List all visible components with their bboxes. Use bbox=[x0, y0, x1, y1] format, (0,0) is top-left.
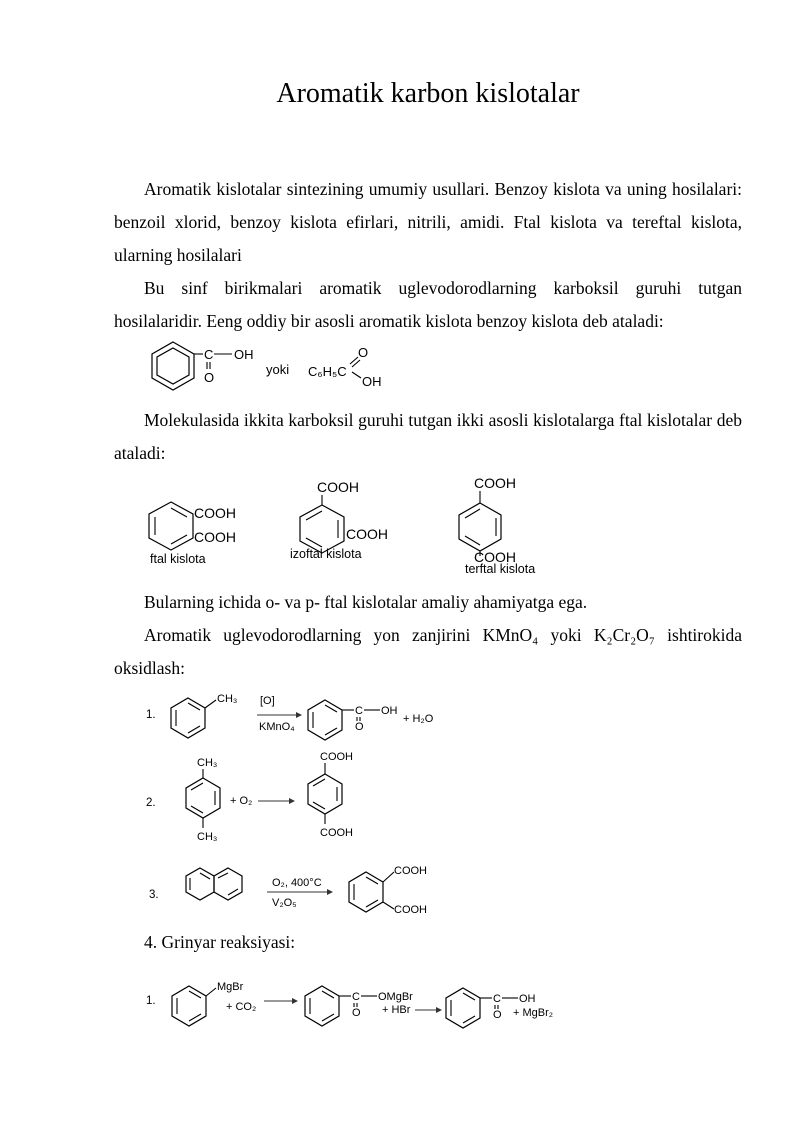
benzoic-acid-structure bbox=[0, 338, 800, 394]
svg-text:+ HBr: + HBr bbox=[382, 1004, 411, 1016]
reaction-2 bbox=[0, 750, 800, 845]
reaction-1 bbox=[0, 688, 800, 738]
svg-text:O: O bbox=[493, 1009, 502, 1021]
svg-text:1.: 1. bbox=[146, 995, 156, 1007]
svg-text:COOH: COOH bbox=[394, 865, 427, 877]
svg-text:CH₃: CH₃ bbox=[197, 831, 218, 843]
svg-text:C: C bbox=[355, 705, 363, 717]
svg-text:+ MgBr₂: + MgBr₂ bbox=[513, 1007, 554, 1019]
svg-text:KMnO₄: KMnO₄ bbox=[259, 721, 295, 733]
paragraph-grignard: 4. Grinyar reaksiyasi: bbox=[144, 932, 296, 952]
oxygen-label: O bbox=[204, 370, 215, 385]
page-title: Aromatik karbon kislotalar bbox=[276, 78, 580, 109]
svg-text:2.: 2. bbox=[146, 797, 156, 809]
svg-text:MgBr: MgBr bbox=[217, 981, 244, 993]
svg-text:COOH: COOH bbox=[394, 904, 427, 916]
reaction-3 bbox=[0, 858, 800, 918]
benzene-ring bbox=[152, 342, 194, 390]
paragraph-oxidation: Aromatik uglevodorodlarning yon zanjirini KMnO₄ yoki K₂Cr₂O₇ ishtirokida oksidlash: bbox=[114, 625, 742, 678]
svg-text:COOH: COOH bbox=[320, 751, 353, 763]
svg-text:C: C bbox=[352, 991, 360, 1003]
paragraph-intro: Aromatik kislotalar sintezining umumiy usullari. Benzoy kislota va uning hosilalari: benzoil xlorid, benzoy kislota efirlari, nitrili, amidi. Ftal kislota va tereftal kislota, ularning hosilalari bbox=[114, 179, 742, 265]
svg-text:COOH: COOH bbox=[474, 475, 516, 491]
svg-text:O₂, 400°C: O₂, 400°C bbox=[272, 877, 322, 889]
svg-text:COOH: COOH bbox=[474, 549, 516, 565]
svg-text:CH₃: CH₃ bbox=[197, 757, 218, 769]
svg-text:CH₃: CH₃ bbox=[217, 693, 238, 705]
svg-text:OH: OH bbox=[519, 993, 536, 1005]
svg-text:+ O₂: + O₂ bbox=[230, 795, 253, 807]
svg-text:O: O bbox=[352, 1007, 361, 1019]
svg-text:C: C bbox=[493, 993, 501, 1005]
yoki-label: yoki bbox=[266, 362, 290, 377]
svg-text:COOH: COOH bbox=[346, 526, 388, 542]
svg-text:COOH: COOH bbox=[317, 479, 359, 495]
paragraph-importance: Bularning ichida o- va p- ftal kislotalar amaliy ahamiyatga ega. bbox=[144, 592, 588, 612]
svg-text:[O]: [O] bbox=[260, 695, 275, 707]
paragraph-definition: Bu sinf birikmalari aromatik uglevodorodlarning karboksil guruhi tutgan hosilalaridir. Eeng oddiy bir asosli aromatik kislota benzoy kislota deb ataladi: bbox=[114, 278, 742, 331]
svg-text:+ CO₂: + CO₂ bbox=[226, 1001, 257, 1013]
paragraph-phthalic: Molekulasida ikkita karboksil guruhi tutgan ikki asosli kislotalarga ftal kislotalar deb ataladi: bbox=[114, 410, 742, 463]
izoftal-label: izoftal kislota bbox=[290, 547, 362, 561]
oxygen-label-2: O bbox=[358, 345, 369, 360]
svg-text:OH: OH bbox=[381, 705, 398, 717]
svg-text:OMgBr: OMgBr bbox=[378, 991, 413, 1003]
svg-text:1.: 1. bbox=[146, 709, 156, 721]
phthalic-acids-structures bbox=[0, 474, 800, 578]
hydroxyl-label: OH bbox=[234, 347, 254, 362]
carbon-label: C bbox=[204, 347, 214, 362]
hydroxyl-label-2: OH bbox=[362, 374, 382, 389]
svg-text:COOH: COOH bbox=[194, 505, 236, 521]
svg-text:O: O bbox=[355, 721, 364, 733]
svg-text:COOH: COOH bbox=[320, 827, 353, 839]
svg-text:+ H₂O: + H₂O bbox=[403, 713, 434, 725]
svg-text:V₂O₅: V₂O₅ bbox=[272, 897, 297, 909]
svg-text:COOH: COOH bbox=[194, 529, 236, 545]
terftal-label: terftal kislota bbox=[465, 562, 536, 576]
ftal-label: ftal kislota bbox=[150, 552, 206, 566]
svg-text:3.: 3. bbox=[149, 889, 159, 901]
reaction-grignard bbox=[0, 976, 800, 1028]
c6h5c-label: C₆H₅C bbox=[308, 364, 347, 379]
